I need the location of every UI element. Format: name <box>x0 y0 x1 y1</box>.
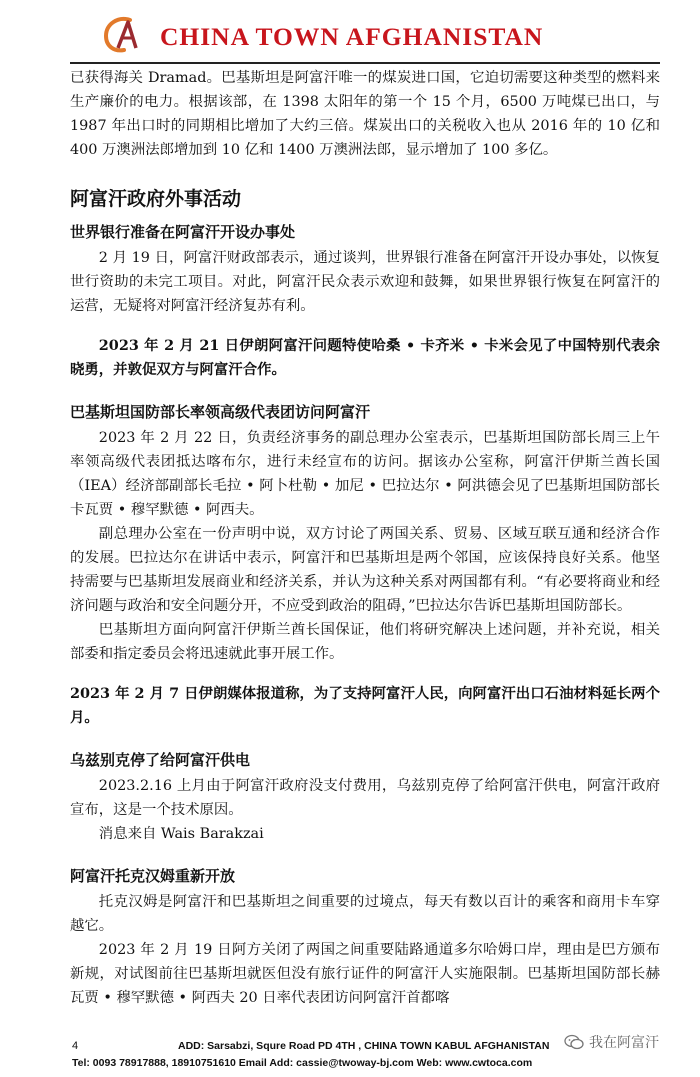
watermark-text: 我在阿富汗 <box>589 1035 659 1051</box>
torkham-heading: 阿富汗托克汉姆重新开放 <box>70 867 236 885</box>
uzbek-source: 消息来自 Wais Barakzai <box>98 826 264 842</box>
watermark <box>560 1030 663 1054</box>
footer-address: ADD: Sarsabzi, Squre Road PD 4TH , CHINA TOWN KABUL AFGHANISTAN <box>178 1040 550 1052</box>
pakistan-paragraph-3: 巴基斯坦方面向阿富汗伊斯兰酋长国保证，他们将研究解决上述问题，并补充说，相关部委和指定委员会将迅速就此事开展工作。 <box>70 622 660 662</box>
iran-envoy-paragraph: 2023 年 2 月 21 日伊朗阿富汗问题特使哈桑 • 卡齐米 • 卡米会见了中国特别代表余晓勇，并敦促双方与阿富汗合作。 <box>70 337 660 378</box>
intro-paragraph: 已获得海关 Dramad。巴基斯坦是阿富汗唯一的煤炭进口国，它迫切需要这种类型的燃料来生产廉价的电力。根据该部，在 1398 太阳年的第一个 15 个月，6500 万吨煤已出口，与 1987 年出口时的同期相比增加了大约三倍。煤炭出口的关税收入也从 2016 年的 10 亿和 400 万澳洲法郎增加到 10 亿和 1400 万澳洲法郎，显示增加了 100 多亿。 <box>70 70 660 158</box>
footer-contact: Tel: 0093 78917888, 18910751610 Email Add: cassie@twoway-bj.com Web: www.cwtoca.com <box>72 1057 533 1069</box>
uzbek-heading: 乌兹别克停了给阿富汗供电 <box>70 751 251 769</box>
wechat-icon <box>564 1034 584 1050</box>
section-title: 阿富汗政府外事活动 <box>70 188 242 210</box>
iran-oil-paragraph: 2023 年 2 月 7 日伊朗媒体报道称，为了支持阿富汗人民，向阿富汗出口石油材料延长两个月。 <box>70 685 660 726</box>
article-body <box>70 66 660 1010</box>
pakistan-paragraph-2: 副总理办公室在一份声明中说，双方讨论了两国关系、贸易、区域互联互通和经济合作的发展。巴拉达尔在讲话中表示，阿富汗和巴基斯坦是两个邻国，应该保持良好关系。他坚持需要与巴基斯坦发展商业和经济关系，并认为这种关系对两国都有利。“有必要将商业和经济问题与政治和安全问题分开，不应受到政治的阻碍，”巴拉达尔告诉巴基斯坦国防部长。 <box>70 526 660 614</box>
torkham-paragraph-1: 托克汉姆是阿富汗和巴基斯坦之间重要的过境点，每天有数以百计的乘客和商用卡车穿越它。 <box>70 894 660 934</box>
brand-title: CHINA TOWN AFGHANISTAN <box>160 22 544 51</box>
worldbank-heading: 世界银行准备在阿富汗开设办事处 <box>70 223 296 241</box>
pakistan-paragraph-1: 2023 年 2 月 22 日，负责经济事务的副总理办公室表示，巴基斯坦国防部长周三上午率领高级代表团抵达喀布尔，进行未经宣布的访问。据该办公室称，阿富汗伊斯兰酋长国（IEA）经济部副部长毛拉 • 阿卜杜勒 • 加尼 • 巴拉达尔 • 阿洪德会见了巴基斯坦国防部长卡瓦贾 • 穆罕默德 • 阿西夫。 <box>70 430 660 518</box>
page-header <box>0 0 700 68</box>
header-rule <box>70 62 660 64</box>
uzbek-paragraph: 2023.2.16 上月由于阿富汗政府没支付费用，乌兹别克停了给阿富汗供电，阿富汗政府宣布，这是一个技术原因。 <box>70 778 660 818</box>
pakistan-heading: 巴基斯坦国防部长率领高级代表团访问阿富汗 <box>70 403 371 421</box>
worldbank-paragraph: 2 月 19 日，阿富汗财政部表示，通过谈判，世界银行准备在阿富汗开设办事处，以恢复世行资助的未完工项目。对此，阿富汗民众表示欢迎和鼓舞，如果世界银行恢复在阿富汗的运营，无疑将对阿富汗经济复苏有利。 <box>70 250 660 314</box>
torkham-paragraph-2: 2023 年 2 月 19 日阿方关闭了两国之间重要陆路通道多尔哈姆口岸，理由是巴方颁布新规，对试图前往巴基斯坦就医但没有旅行证件的阿富汗人实施限制。巴基斯坦国防部长赫瓦贾 • 穆罕默德 • 阿西夫 20 日率代表团访问阿富汗首都喀 <box>70 942 660 1006</box>
company-logo-icon <box>100 14 144 54</box>
page-number: 4 <box>72 1040 79 1052</box>
